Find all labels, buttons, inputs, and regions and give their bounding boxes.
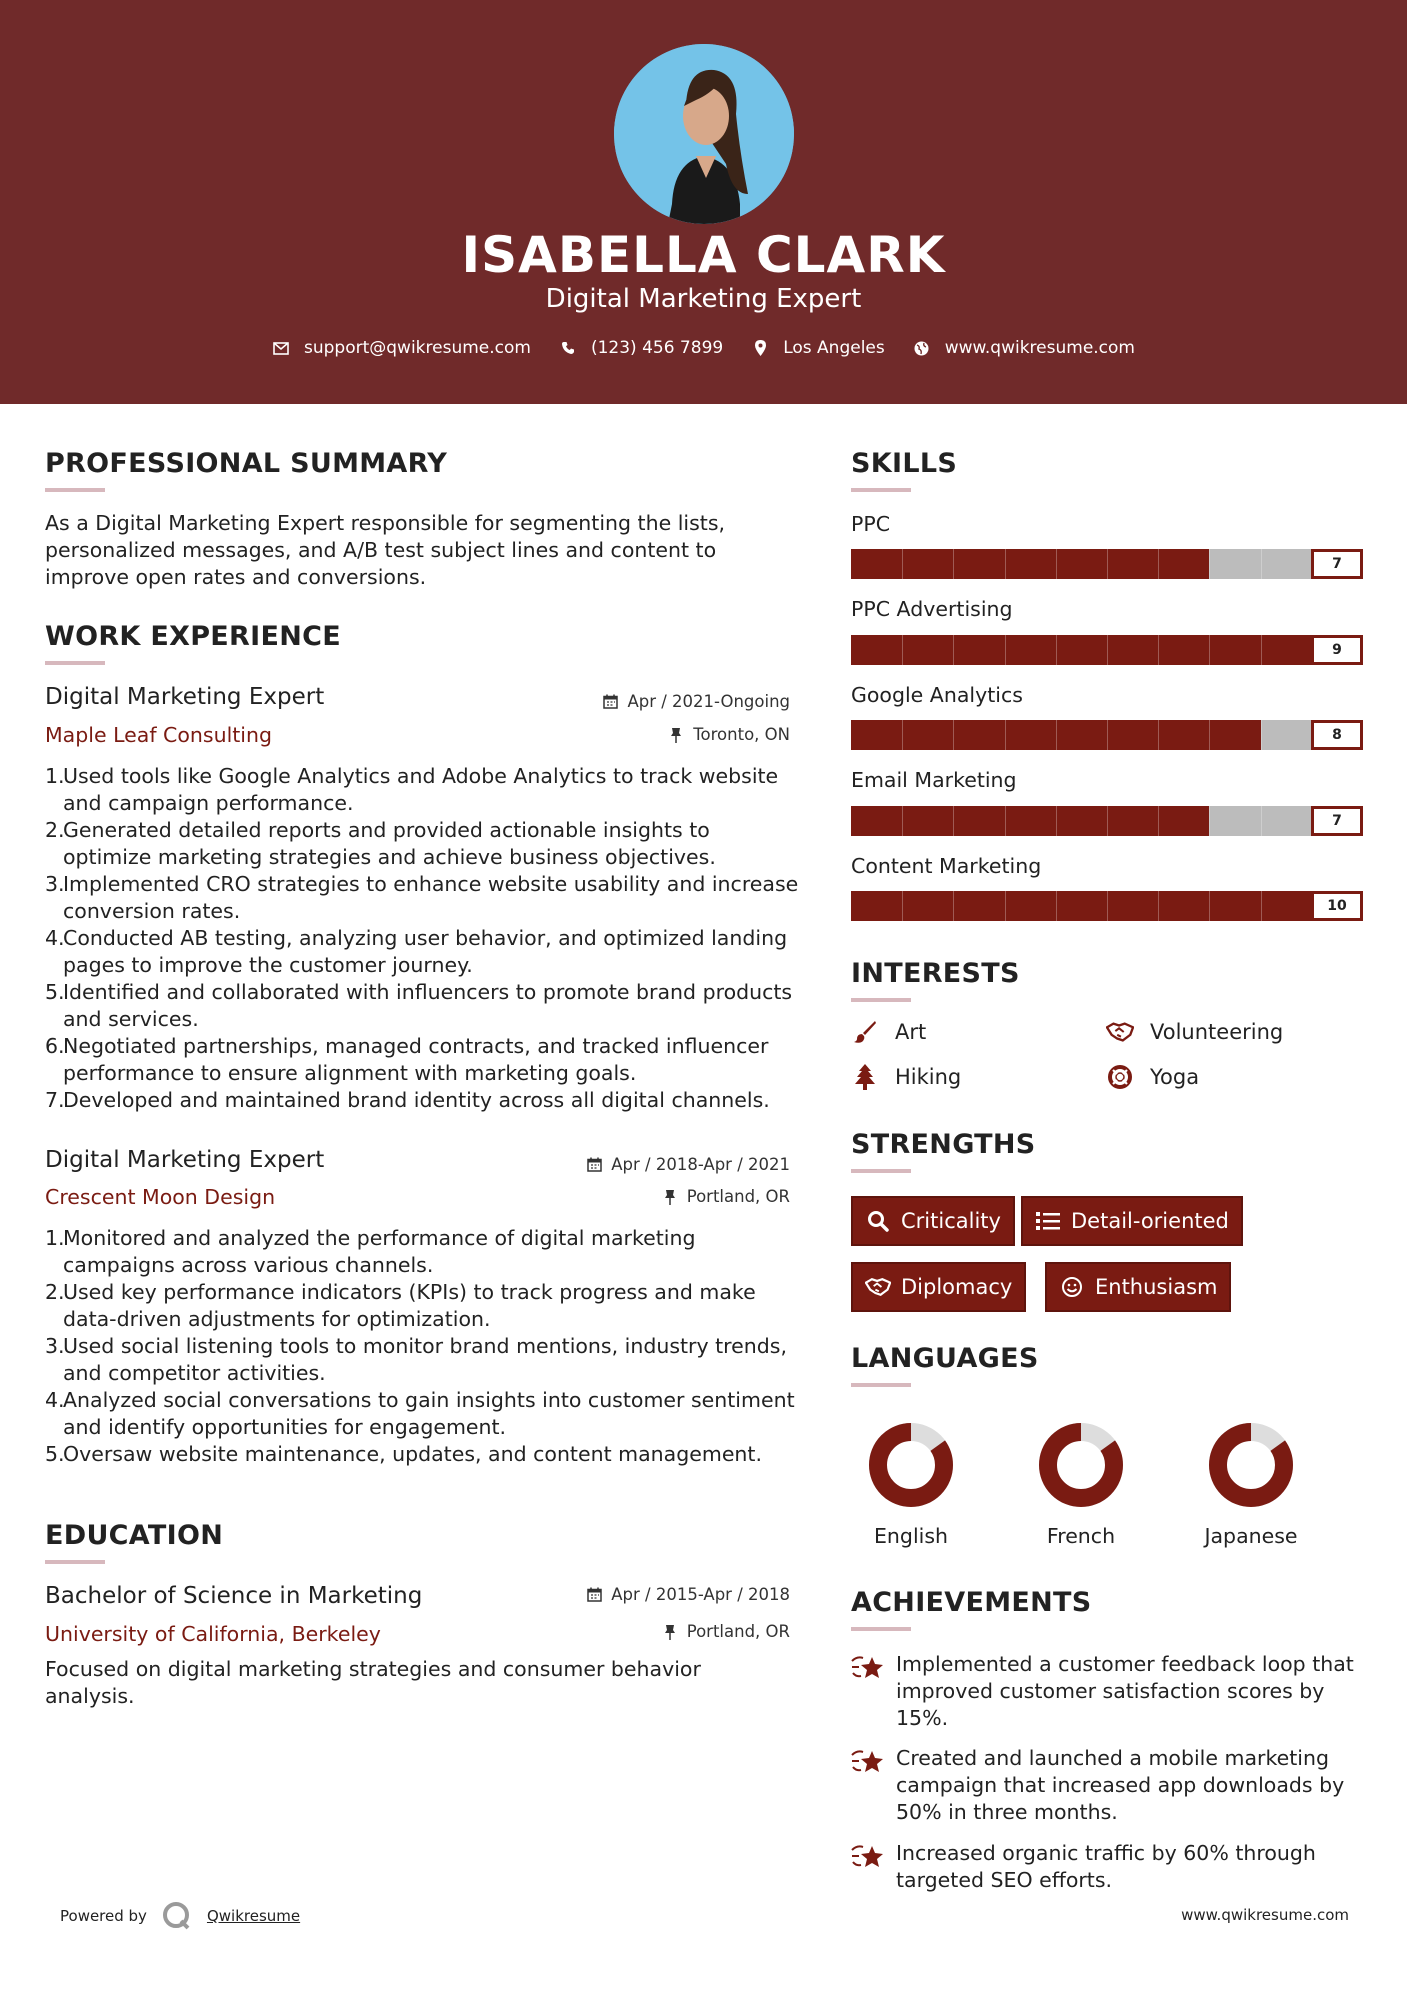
star-award-icon — [851, 1747, 885, 1777]
skill-bar-segment — [1209, 806, 1210, 836]
skill-name: PPC Advertising — [851, 597, 1013, 621]
skill-bar-segment — [1056, 720, 1057, 750]
list-item: 2. Used key performance indicators (KPIs) to track progress and make data-driven adjustments for optimization. — [45, 1279, 800, 1333]
list-item-text: Oversaw website maintenance, updates, and content management. — [63, 1442, 762, 1466]
footer-website[interactable]: www.qwikresume.com — [1181, 1906, 1349, 1924]
skill-bar-segment — [1005, 806, 1006, 836]
strength-label: Criticality — [901, 1209, 1001, 1233]
interests-heading-rule — [851, 998, 911, 1002]
job-location-text: Portland, OR — [686, 1187, 790, 1206]
interest-label: Art — [895, 1020, 927, 1044]
job-dates — [602, 692, 790, 711]
powered-by-label: Powered by — [60, 1907, 147, 1925]
language-name: Japanese — [1204, 1524, 1298, 1548]
qwikresume-logo-icon — [161, 1900, 193, 1932]
skill-bar-segment — [1261, 635, 1262, 665]
achievement-text: Created and launched a mobile marketing campaign that increased app downloads by 50% in three months. — [896, 1746, 1345, 1824]
skill-bar-segment — [1005, 891, 1006, 921]
strengths-heading-rule — [851, 1169, 911, 1173]
list-item-text: Used social listening tools to monitor brand mentions, industry trends, and competitor activities. — [63, 1334, 787, 1385]
pushpin-icon — [662, 1624, 678, 1640]
strength-badge — [1045, 1262, 1231, 1312]
job-title: Digital Marketing Expert — [45, 684, 325, 710]
skill-name: Google Analytics — [851, 683, 1023, 707]
skill-bar-segment — [1209, 635, 1210, 665]
job-location — [668, 725, 790, 744]
contact-phone-text: (123) 456 7899 — [590, 338, 724, 358]
education-description: Focused on digital marketing strategies and consumer behavior analysis. — [45, 1657, 701, 1708]
lifering-icon — [1106, 1064, 1134, 1090]
interest-item — [851, 1019, 926, 1045]
degree-title: Bachelor of Science in Marketing — [45, 1583, 423, 1609]
interest-label: Hiking — [895, 1065, 962, 1089]
list-icon — [1035, 1209, 1061, 1233]
strengths-heading: STRENGTHS — [851, 1129, 1036, 1160]
calendar-icon — [586, 1587, 602, 1603]
list-item-text: Monitored and analyzed the performance of digital marketing campaigns across various channels. — [63, 1226, 696, 1277]
skills-heading: SKILLS — [851, 448, 958, 479]
contact-location-text: Los Angeles — [783, 338, 885, 358]
skill-bar-segment — [953, 891, 954, 921]
language-name: French — [1046, 1524, 1116, 1548]
summary-text: As a Digital Marketing Expert responsible for segmenting the lists, personalized messages, and A/B test subject lines and content to improve open rates and conversions. — [45, 511, 726, 589]
interest-item — [1106, 1064, 1199, 1090]
globe-icon — [913, 339, 931, 357]
skill-bar-segment — [902, 806, 903, 836]
skills-heading-rule — [851, 488, 911, 492]
skill-bar-segment — [1056, 806, 1057, 836]
experience-heading: WORK EXPERIENCE — [45, 621, 341, 652]
job-responsibilities — [45, 763, 800, 1114]
achievement-item — [851, 1745, 1371, 1826]
skill-bar-segment — [902, 720, 903, 750]
resume-header — [0, 0, 1407, 404]
skill-bar-segment — [1261, 720, 1262, 750]
skill-bar-segment — [1158, 549, 1159, 579]
phone-icon — [559, 339, 577, 357]
skill-bar-segment — [1107, 549, 1108, 579]
skill-score: 9 — [1311, 635, 1363, 665]
achievement-text: Increased organic traffic by 60% through targeted SEO efforts. — [896, 1841, 1316, 1892]
education-heading: EDUCATION — [45, 1520, 224, 1551]
summary-heading-rule — [45, 488, 105, 492]
strength-label: Diplomacy — [901, 1275, 1013, 1299]
tree-icon — [851, 1064, 879, 1090]
list-item: 4. Analyzed social conversations to gain insights into customer sentiment and identify opportunities for engagement. — [45, 1387, 800, 1441]
skill-bar-segment — [953, 720, 954, 750]
skill-bar — [851, 806, 1363, 836]
contact-location — [751, 338, 885, 358]
skill-bar-segment — [902, 891, 903, 921]
skill-score: 7 — [1311, 806, 1363, 836]
school-name: University of California, Berkeley — [45, 1622, 381, 1646]
education-location-text: Portland, OR — [686, 1622, 790, 1641]
calendar-icon — [586, 1157, 602, 1173]
skill-bar-segment — [1056, 891, 1057, 921]
list-item-text: Conducted AB testing, analyzing user behavior, and optimized landing pages to improve the customer journey. — [63, 926, 788, 977]
skill-bar-segment — [1005, 635, 1006, 665]
contact-website[interactable] — [913, 338, 1135, 358]
skill-bar-segment — [1209, 891, 1210, 921]
job-location — [662, 1187, 790, 1206]
language-item — [1011, 1420, 1151, 1548]
interests-heading: INTERESTS — [851, 958, 1020, 989]
skill-bar-segment — [1261, 806, 1262, 836]
interest-item — [851, 1064, 961, 1090]
list-item-text: Developed and maintained brand identity across all digital channels. — [63, 1088, 770, 1112]
list-item-text: Negotiated partnerships, managed contracts, and tracked influencer performance to ensure alignment with marketing goals. — [63, 1034, 769, 1085]
skill-bar-segment — [953, 635, 954, 665]
languages-heading: LANGUAGES — [851, 1343, 1039, 1374]
handshake-icon — [1106, 1019, 1134, 1045]
language-name: English — [873, 1524, 949, 1548]
job-title: Digital Marketing Expert — [45, 1147, 325, 1173]
job-company: Crescent Moon Design — [45, 1185, 276, 1209]
footer-branding — [60, 1900, 300, 1932]
brand-link[interactable]: Qwikresume — [206, 1907, 301, 1925]
list-item: 4. Conducted AB testing, analyzing user behavior, and optimized landing pages to improve the customer journey. — [45, 925, 800, 979]
list-item-text: Identified and collaborated with influencers to promote brand products and services. — [63, 980, 793, 1031]
profile-photo — [614, 44, 794, 224]
contact-phone[interactable] — [559, 338, 723, 358]
skill-bar-segment — [1158, 806, 1159, 836]
language-donut — [1206, 1420, 1296, 1510]
smile-icon — [1059, 1275, 1085, 1299]
skill-bar-segment — [1209, 549, 1210, 579]
list-item: 5. Identified and collaborated with influencers to promote brand products and services. — [45, 979, 800, 1033]
list-item-text: Analyzed social conversations to gain insights into customer sentiment and identify opportunities for engagement. — [63, 1388, 795, 1439]
pushpin-icon — [668, 727, 684, 743]
skill-bar-fill — [851, 806, 1209, 836]
skill-bar-segment — [1209, 720, 1210, 750]
skill-bar-segment — [1158, 635, 1159, 665]
skill-score: 8 — [1311, 720, 1363, 750]
job-location-text: Toronto, ON — [693, 725, 790, 744]
candidate-role: Digital Marketing Expert — [545, 284, 862, 314]
language-donut — [1036, 1420, 1126, 1510]
skill-bar-segment — [1261, 891, 1262, 921]
list-item: 3. Used social listening tools to monitor brand mentions, industry trends, and competitor activities. — [45, 1333, 800, 1387]
list-item: 1. Monitored and analyzed the performance of digital marketing campaigns across various channels. — [45, 1225, 800, 1279]
skill-bar-segment — [1005, 549, 1006, 579]
language-donut — [866, 1420, 956, 1510]
list-item: 1. Used tools like Google Analytics and Adobe Analytics to track website and campaign performance. — [45, 763, 800, 817]
education-location — [662, 1622, 790, 1641]
job-dates-text: Apr / 2021-Ongoing — [627, 692, 790, 711]
list-item-text: Used tools like Google Analytics and Adobe Analytics to track website and campaign performance. — [63, 764, 779, 815]
interest-label: Yoga — [1150, 1065, 1200, 1089]
education-dates — [586, 1585, 790, 1604]
skill-bar-segment — [902, 549, 903, 579]
strength-badge — [851, 1196, 1015, 1246]
strength-label: Detail-oriented — [1071, 1209, 1229, 1233]
interest-item — [1106, 1019, 1283, 1045]
skill-bar — [851, 549, 1363, 579]
skill-bar — [851, 720, 1363, 750]
skill-name: PPC — [851, 512, 891, 536]
languages-heading-rule — [851, 1383, 911, 1387]
contact-email-text: support@qwikresume.com — [304, 338, 531, 358]
education-dates-text: Apr / 2015-Apr / 2018 — [611, 1585, 790, 1604]
achievement-item — [851, 1651, 1371, 1732]
list-item: 3. Implemented CRO strategies to enhance website usability and increase conversion rates. — [45, 872, 799, 923]
achievement-text: Implemented a customer feedback loop that improved customer satisfaction scores by 15%. — [896, 1652, 1354, 1730]
job-dates — [586, 1155, 790, 1174]
achievements-heading: ACHIEVEMENTS — [851, 1587, 1092, 1618]
job-company: Maple Leaf Consulting — [45, 723, 273, 747]
language-item — [841, 1420, 981, 1548]
skill-bar-segment — [1005, 720, 1006, 750]
list-item: 6. Negotiated partnerships, managed contracts, and tracked influencer performance to ensure alignment with marketing goals. — [45, 1033, 800, 1087]
list-item-text: Generated detailed reports and provided actionable insights to optimize marketing strategies and achieve business objectives. — [63, 818, 716, 869]
skill-score: 7 — [1311, 549, 1363, 579]
skill-bar-segment — [1158, 720, 1159, 750]
skill-bar-segment — [1261, 549, 1262, 579]
skill-bar-segment — [953, 806, 954, 836]
skill-bar-fill — [851, 549, 1209, 579]
paintbrush-icon — [851, 1019, 879, 1045]
skill-name: Content Marketing — [851, 854, 1042, 878]
list-item-text: Implemented CRO strategies to enhance website usability and increase conversion rates. — [63, 872, 799, 923]
list-item: 7. Developed and maintained brand identity across all digital channels. — [45, 1088, 770, 1112]
handshake-icon — [865, 1275, 891, 1299]
contact-website-text: www.qwikresume.com — [944, 338, 1135, 358]
skill-bar-segment — [1056, 549, 1057, 579]
strength-label: Enthusiasm — [1095, 1275, 1218, 1299]
skill-score: 10 — [1311, 891, 1363, 921]
list-item-text: Used key performance indicators (KPIs) to track progress and make data-driven adjustments for optimization. — [63, 1280, 756, 1331]
contact-email[interactable] — [272, 338, 531, 358]
list-item: 2. Generated detailed reports and provided actionable insights to optimize marketing strategies and achieve business objectives. — [45, 817, 800, 871]
skill-bar-segment — [1158, 891, 1159, 921]
candidate-name: ISABELLA CLARK — [461, 226, 946, 284]
search-icon — [865, 1209, 891, 1233]
calendar-icon — [602, 694, 618, 710]
skill-bar-segment — [1107, 891, 1108, 921]
envelope-icon — [272, 339, 290, 357]
education-heading-rule — [45, 1560, 105, 1564]
skill-bar — [851, 635, 1363, 665]
achievements-heading-rule — [851, 1627, 911, 1631]
contact-bar — [0, 338, 1407, 358]
skill-bar-segment — [1056, 635, 1057, 665]
strength-badge — [1021, 1196, 1243, 1246]
job-responsibilities — [45, 1225, 800, 1468]
interest-label: Volunteering — [1150, 1020, 1284, 1044]
list-item: 5. Oversaw website maintenance, updates, and content management. — [45, 1442, 762, 1466]
skill-bar-segment — [1107, 720, 1108, 750]
star-award-icon — [851, 1842, 885, 1872]
experience-heading-rule — [45, 661, 105, 665]
achievement-item — [851, 1840, 1371, 1894]
map-pin-icon — [751, 339, 769, 357]
job-dates-text: Apr / 2018-Apr / 2021 — [611, 1155, 790, 1174]
skill-bar-segment — [1107, 806, 1108, 836]
skill-bar-segment — [1107, 635, 1108, 665]
language-item — [1181, 1420, 1321, 1548]
skill-bar-fill — [851, 635, 1312, 665]
strength-badge — [851, 1262, 1026, 1312]
skill-bar-segment — [953, 549, 954, 579]
summary-heading: PROFESSIONAL SUMMARY — [45, 448, 448, 479]
star-award-icon — [851, 1653, 885, 1683]
pushpin-icon — [662, 1189, 678, 1205]
skill-bar-segment — [902, 635, 903, 665]
skill-bar — [851, 891, 1363, 921]
skill-name: Email Marketing — [851, 768, 1017, 792]
